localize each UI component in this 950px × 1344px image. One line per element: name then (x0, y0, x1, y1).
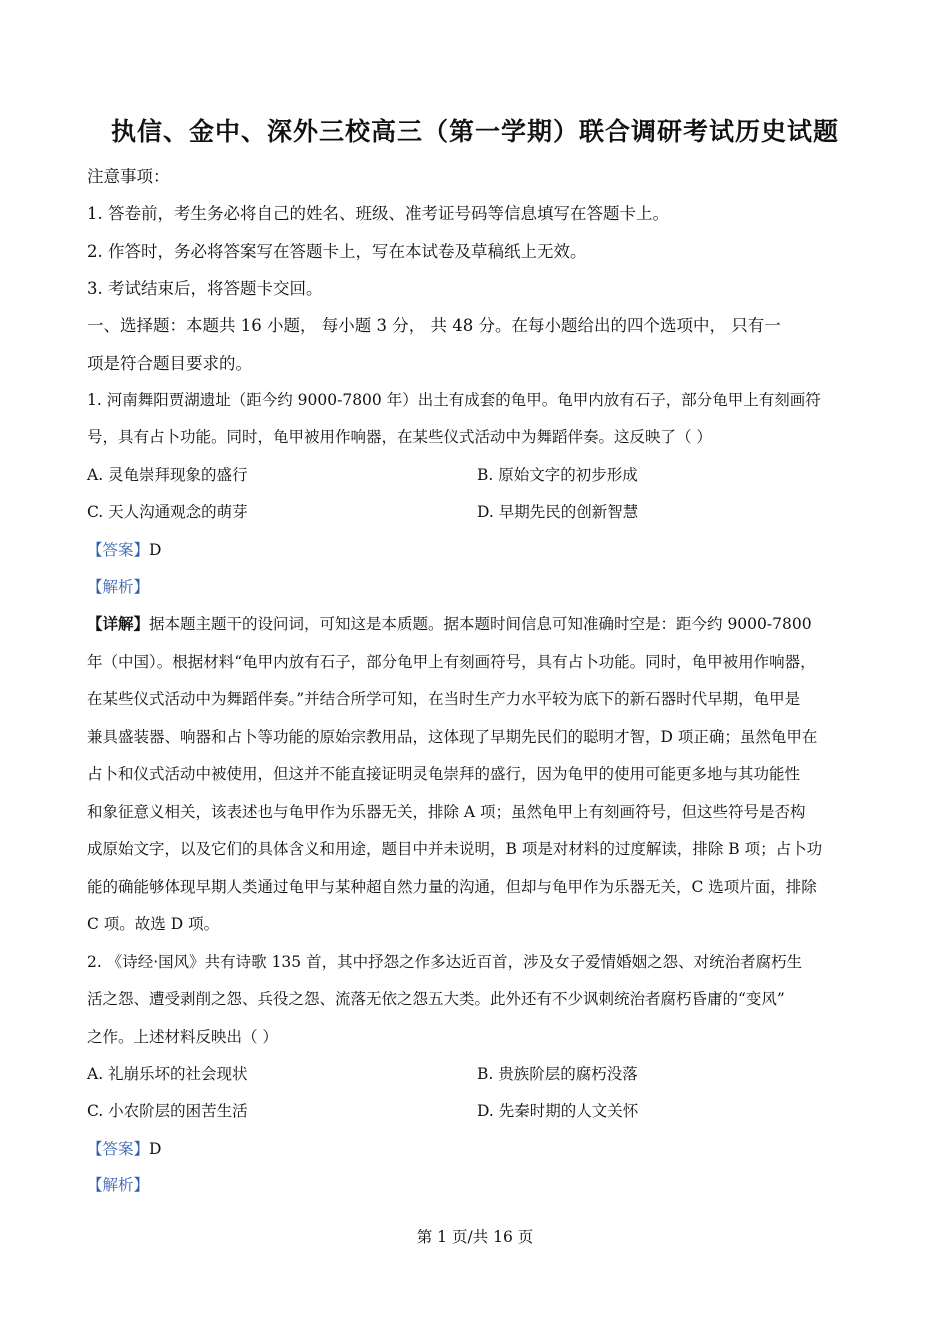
q2-answer (87, 1137, 161, 1159)
q1-detail-line-8: 能的确能够体现早期人类通过龟甲与某种超自然力量的沟通，但却与龟甲作为乐器无关，C 选项片面，排除 (87, 878, 817, 896)
exam-title: 执信、金中、深外三校高三（第一学期）联合调研考试历史试题 (110, 117, 839, 146)
notice-item-2: 2. 作答时，务必将答案写在答题卡上，写在本试卷及草稿纸上无效。 (87, 242, 587, 261)
q2-stem-line-1: 2. 《诗经·国风》共有诗歌 135 首，其中抒怨之作多达近百首，涉及女子爱情婚姻之怨、对统治者腐朽生 (87, 953, 803, 971)
q1-detail-label: 【详解】 (87, 614, 150, 633)
notice-heading: 注意事项： (87, 167, 170, 186)
notice-item-3: 3. 考试结束后，将答题卡交回。 (87, 279, 323, 298)
notice-item-1: 1. 答卷前，考生务必将自己的姓名、班级、准考证号码等信息填写在答题卡上。 (87, 204, 669, 223)
q1-answer (87, 538, 161, 560)
q2-stem-line-2: 活之怨、遭受剥削之怨、兵役之怨、流落无依之怨五大类。此外还有不少讽刺统治者腐朽昏庸的“变风” (87, 990, 785, 1008)
q2-analysis-label: 【解析】 (87, 1176, 150, 1194)
q1-detail-text-1: 据本题主题干的设问词，可知这是本质题。据本题时间信息可知准确时空是：距今约 9000-7800 (149, 615, 812, 633)
q1-detail-line-1 (87, 612, 812, 634)
q1-detail-line-7: 成原始文字，以及它们的具体含义和用途，题目中并未说明，B 项是对材料的过度解读，排除 B 项；占卜功 (87, 840, 823, 858)
q1-answer-label: 【答案】 (87, 541, 150, 559)
page-footer: 第 1 页/共 16 页 (416, 1228, 534, 1246)
q1-detail-line-3: 在某些仪式活动中为舞蹈伴奏。”并结合所学可知，在当时生产力水平较为底下的新石器时代早期，龟甲是 (87, 690, 801, 708)
q1-option-d: D. 早期先民的创新智慧 (477, 503, 639, 521)
section-heading-line-2: 项是符合题目要求的。 (87, 354, 252, 373)
q2-option-d: D. 先秦时期的人文关怀 (477, 1102, 639, 1120)
section-heading-line-1: 一、选择题：本题共 16 小题， 每小题 3 分， 共 48 分。在每小题给出的四个选项中， 只有一 (87, 316, 781, 335)
q1-stem-line-2: 号，具有占卜功能。同时，龟甲被用作响器，在某些仪式活动中为舞蹈伴奏。这反映了（ ） (87, 428, 712, 446)
q2-answer-label: 【答案】 (87, 1140, 150, 1158)
q2-option-b: B. 贵族阶层的腐朽没落 (477, 1065, 638, 1083)
q1-answer-value: D (149, 541, 162, 559)
q1-stem-line-1: 1. 河南舞阳贾湖遗址（距今约 9000-7800 年）出土有成套的龟甲。龟甲内放有石子，部分龟甲上有刻画符 (87, 391, 821, 409)
q1-option-c: C. 天人沟通观念的萌芽 (87, 503, 248, 521)
q1-detail-line-9: C 项。故选 D 项。 (87, 915, 220, 933)
q2-answer-value: D (149, 1140, 162, 1158)
q1-detail-line-2: 年（中国）。根据材料“龟甲内放有石子，部分龟甲上有刻画符号，具有占卜功能。同时，龟甲被用作响器， (87, 653, 816, 671)
q1-option-a: A. 灵龟崇拜现象的盛行 (87, 466, 248, 484)
q1-detail-line-6: 和象征意义相关，该表述也与龟甲作为乐器无关，排除 A 项；虽然龟甲上有刻画符号，但这些符号是否构 (87, 803, 806, 821)
q1-analysis-label: 【解析】 (87, 578, 150, 596)
q2-stem-line-3: 之作。上述材料反映出（ ） (87, 1028, 278, 1046)
q1-detail-line-4: 兼具盛装器、响器和占卜等功能的原始宗教用品，这体现了早期先民们的聪明才智，D 项正确；虽然龟甲在 (87, 728, 818, 746)
q2-option-c: C. 小农阶层的困苦生活 (87, 1102, 248, 1120)
q1-detail-line-5: 占卜和仪式活动中被使用，但这并不能直接证明灵龟崇拜的盛行，因为龟甲的使用可能更多地与其功能性 (87, 765, 801, 783)
q2-option-a: A. 礼崩乐坏的社会现状 (87, 1065, 248, 1083)
q1-option-b: B. 原始文字的初步形成 (477, 466, 638, 484)
